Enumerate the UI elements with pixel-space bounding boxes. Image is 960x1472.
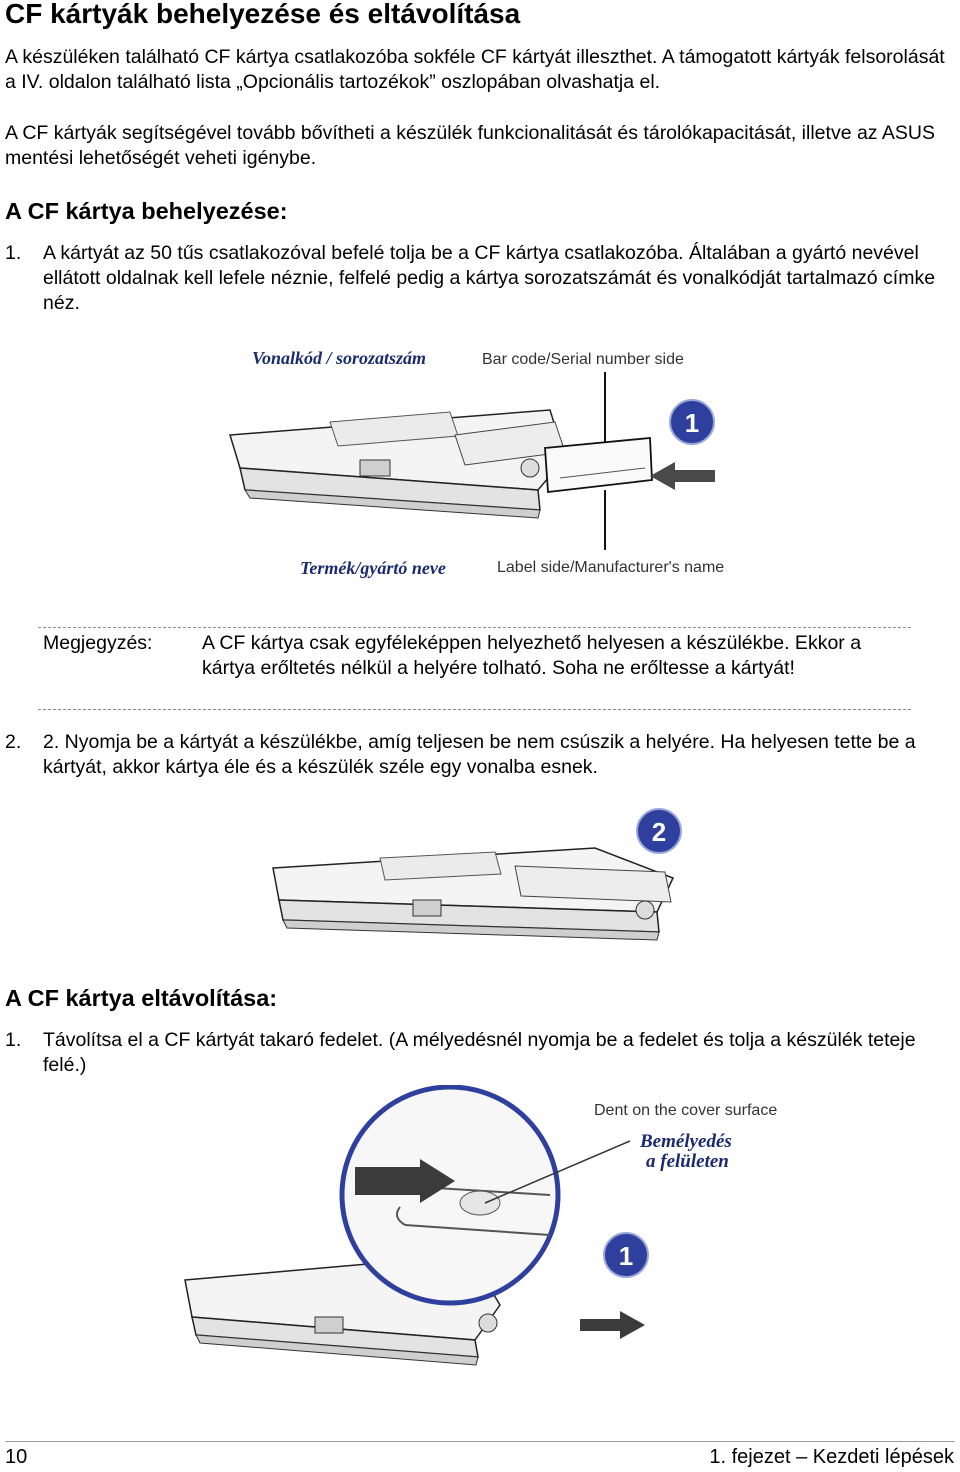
card-insert-illustration — [220, 340, 750, 585]
svg-text:1: 1 — [618, 1241, 634, 1271]
dent-label-hu-1: Bemélyedés — [640, 1131, 732, 1152]
insert-arrow-icon — [650, 462, 715, 490]
note-top-border — [38, 627, 911, 628]
remove-step1-number: 1. — [5, 1029, 22, 1051]
page-number: 10 — [5, 1446, 28, 1468]
step-badge-2 — [637, 809, 681, 853]
dent-label-en: Dent on the cover surface — [594, 1102, 778, 1119]
remove-step1-text: Távolítsa el a CF kártyát takaró fedelet. (A mélyedésnél nyomja be a fedelet és tolja a készülék teteje felé.) — [43, 1029, 916, 1076]
device-body-2 — [273, 848, 673, 940]
insert-step1-text: A kártyát az 50 tűs csatlakozóval befelé tolja be a CF kártya csatlakozóba. Általában a gyártó nevével ellátott oldalnak kell lefele néznie, felfelé pedig a kártya sorozatszámát és vonalkódját tartalmazó címke néz. — [43, 242, 936, 314]
insert-heading: A CF kártya behelyezése: — [5, 198, 288, 224]
footer-divider — [5, 1441, 955, 1442]
svg-text:1: 1 — [684, 408, 700, 438]
svg-text:2: 2 — [651, 817, 667, 847]
device-body-1 — [230, 410, 565, 518]
chapter-title: 1. fejezet – Kezdeti lépések — [709, 1446, 954, 1468]
card-inserted-illustration — [265, 800, 695, 960]
manufacturer-label-hu: Termék/gyártó neve — [300, 558, 446, 578]
remove-arrow-icon — [580, 1311, 645, 1339]
cf-card-1 — [545, 438, 652, 492]
dent-label-hu-2: a felületen — [646, 1151, 729, 1172]
barcode-label-hu: Vonalkód / sorozatszám — [252, 348, 427, 368]
barcode-label-en: Bar code/Serial number side — [482, 351, 684, 368]
remove-heading: A CF kártya eltávolítása: — [5, 985, 278, 1011]
manufacturer-label-en: Label side/Manufacturer's name — [497, 559, 725, 576]
insert-step1-number: 1. — [5, 242, 22, 264]
note-text: A CF kártya csak egyféleképpen helyezhető helyesen a készülékbe. Ekkor a kártya erőltetés nélkül a helyére tolható. Soha ne erőltesse a kártyát! — [202, 632, 862, 679]
step-badge-3 — [604, 1233, 648, 1277]
note-label: Megjegyzés: — [43, 632, 153, 654]
page-title: CF kártyák behelyezése és eltávolítása — [5, 0, 521, 29]
step-badge-1 — [670, 400, 714, 444]
intro-paragraph-1: A készüléken található CF kártya csatlakozóba sokféle CF kártyát illeszthet. A támogatott kártyák felsorolását a IV. oldalon található lista „Opcionális tartozékok” oszlopában olvashatja el. — [5, 46, 945, 93]
insert-step2-number: 2. — [5, 731, 22, 753]
cover-removal-illustration — [170, 1085, 790, 1385]
note-bottom-border — [38, 709, 911, 710]
insert-step2-text: 2. Nyomja be a kártyát a készülékbe, amíg teljesen be nem csúszik a helyére. Ha helyesen tette be a kártyát, akkor kártya éle és a készülék széle egy vonalba esnek. — [43, 731, 916, 778]
magnifier-circle — [342, 1087, 630, 1303]
intro-paragraph-2: A CF kártyák segítségével tovább bővítheti a készülék funkcionalitását és tárolókapacitását, illetve az ASUS mentési lehetőségét veheti igénybe. — [5, 122, 935, 169]
